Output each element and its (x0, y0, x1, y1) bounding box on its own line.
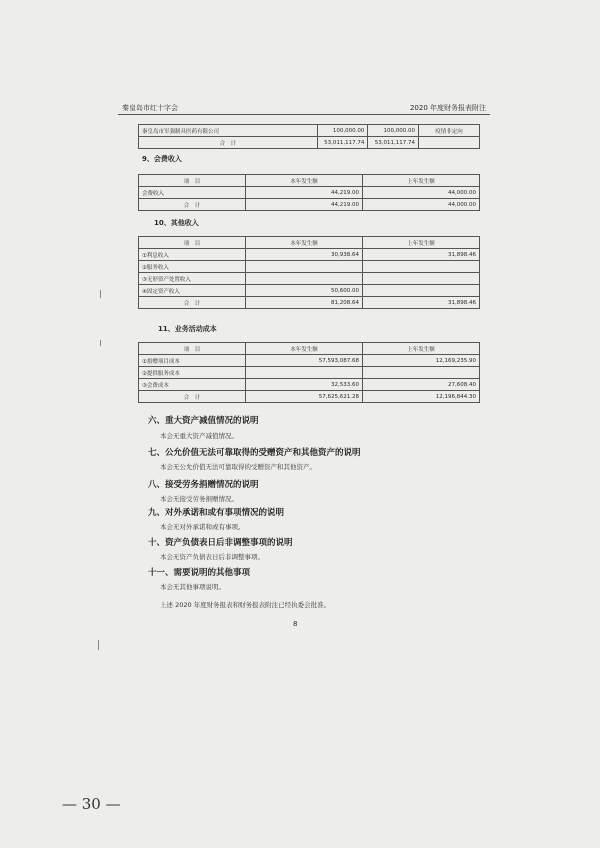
table-row (139, 261, 480, 273)
note-heading-7: 七、公允价值无法可靠取得的受赠资产和其他资产的说明 (148, 448, 361, 458)
col-header: 上年发生额 (363, 237, 480, 249)
table-cell: 疫情非定向 (418, 125, 479, 137)
table-cell: 44,219.00 (246, 199, 363, 211)
note-body-7: 本会无公允价值无法可靠取得的受赠资产和其他资产。 (160, 463, 316, 471)
table-header-row (139, 175, 480, 187)
table-row (139, 367, 480, 379)
table-cell: ①捐赠项目成本 (139, 355, 246, 367)
table-row (139, 273, 480, 285)
table-cell: ②提供服务成本 (139, 367, 246, 379)
section-9-title: 9、会费收入 (142, 155, 182, 163)
col-header: 项 目 (139, 237, 246, 249)
table-cell (363, 273, 480, 285)
table-cell (363, 285, 480, 297)
note-heading-9: 九、对外承诺和或有事项情况的说明 (148, 508, 285, 518)
table-cell: 会费收入 (139, 187, 246, 199)
table-cell: 合 计 (139, 137, 318, 149)
table-cell (246, 261, 363, 273)
table-cell: 32,533.60 (246, 379, 363, 391)
table-cell: 合 计 (139, 199, 246, 211)
table-cell: 31,898.46 (363, 249, 480, 261)
note-body-11: 本会无其他事项说明。 (160, 583, 225, 591)
scan-mark (98, 640, 99, 650)
note-body-8: 本会无接受劳务捐赠情况。 (160, 495, 238, 503)
table-header-row (139, 343, 480, 355)
table-cell: 秦皇岛市军强制具医药有限公司 (139, 125, 318, 137)
table-cell: 12,169,235.90 (363, 355, 480, 367)
section-11-title: 11、业务活动成本 (158, 325, 217, 333)
table-cell (418, 137, 479, 149)
table-row (139, 355, 480, 367)
table-cell: ③无形资产处置收入 (139, 273, 246, 285)
table-cell: 57,593,087.68 (246, 355, 363, 367)
table-cell: 30,938.64 (246, 249, 363, 261)
operating-cost-table (138, 342, 480, 403)
table-cell: 合 计 (139, 391, 246, 403)
table-cell: ②服务收入 (139, 261, 246, 273)
col-header: 项 目 (139, 343, 246, 355)
running-header (118, 100, 490, 115)
scan-mark (100, 340, 101, 346)
table-row (139, 125, 480, 137)
table-cell: 53,011,117.74 (317, 137, 368, 149)
table-cell: 100,000.00 (317, 125, 368, 137)
table-cell (246, 273, 363, 285)
note-heading-10: 十、资产负债表日后非调整事项的说明 (148, 538, 293, 548)
table-cell (363, 261, 480, 273)
note-body-6: 本会无重大资产减值情况。 (160, 432, 238, 440)
col-header: 本年发生额 (246, 343, 363, 355)
header-report-title: 2020 年度财务报表附注 (409, 104, 486, 112)
donation-table-continued (138, 124, 480, 149)
table-cell: 27,608.40 (363, 379, 480, 391)
table-cell: 44,000.00 (363, 187, 480, 199)
table-cell (246, 367, 363, 379)
inner-page-number: 8 (293, 620, 298, 628)
col-header: 本年发生额 (246, 175, 363, 187)
header-org: 秦皇岛市红十字会 (122, 104, 178, 112)
table-cell: ③会费成本 (139, 379, 246, 391)
table-header-row (139, 237, 480, 249)
closing-statement: 上述 2020 年度财务报表和财务报表附注已经执委会批准。 (160, 601, 331, 609)
note-body-10: 本会无资产负债表日后非调整事项。 (160, 553, 264, 561)
table-cell: 12,196,844.30 (363, 391, 480, 403)
table-cell: 44,000.00 (363, 199, 480, 211)
table-row (139, 187, 480, 199)
table-cell: 50,600.00 (246, 285, 363, 297)
table-cell: 31,898.46 (363, 297, 480, 309)
scan-mark (100, 290, 101, 298)
table-cell: 44,219.00 (246, 187, 363, 199)
table-row (139, 285, 480, 297)
col-header: 本年发生额 (246, 237, 363, 249)
col-header: 上年发生额 (363, 175, 480, 187)
note-body-9: 本会无对外承诺和或有事项。 (160, 523, 245, 531)
fee-income-table (138, 174, 480, 211)
table-row (139, 249, 480, 261)
table-cell: ④固定资产收入 (139, 285, 246, 297)
table-cell: 合 计 (139, 297, 246, 309)
table-cell: 53,011,117.74 (368, 137, 419, 149)
note-heading-6: 六、重大资产减值情况的说明 (148, 416, 259, 426)
footer-page-number: — 30 — (62, 795, 121, 813)
table-cell: 81,208.64 (246, 297, 363, 309)
table-row (139, 379, 480, 391)
table-row (139, 391, 480, 403)
table-row (139, 137, 480, 149)
section-10-title: 10、其他收入 (154, 219, 199, 227)
col-header: 项 目 (139, 175, 246, 187)
table-cell: 100,000.00 (368, 125, 419, 137)
report-sheet (118, 100, 490, 660)
table-cell (363, 367, 480, 379)
table-row (139, 199, 480, 211)
other-income-table (138, 236, 480, 309)
table-cell: ①利息收入 (139, 249, 246, 261)
note-heading-8: 八、接受劳务捐赠情况的说明 (148, 480, 259, 490)
note-heading-11: 十一、需要说明的其他事项 (148, 568, 251, 578)
col-header: 上年发生额 (363, 343, 480, 355)
table-row (139, 297, 480, 309)
table-cell: 57,625,621.28 (246, 391, 363, 403)
